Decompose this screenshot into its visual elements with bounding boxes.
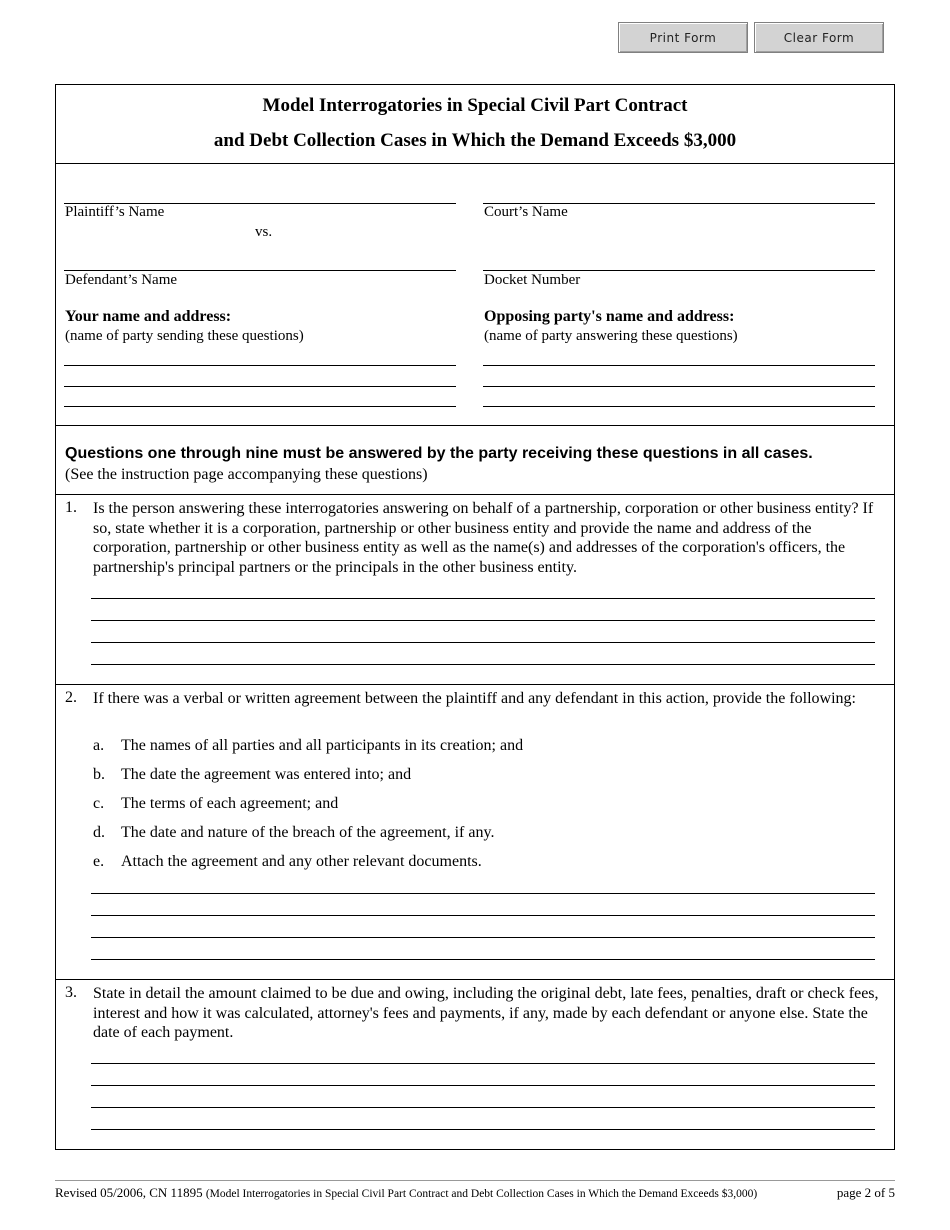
- question-3-answer-line-1[interactable]: [91, 1063, 875, 1064]
- footer-left: [55, 1185, 757, 1201]
- footer-document-title: (Model Interrogatories in Special Civil Part Contract and Debt Collection Cases in Which the Demand Exceeds $3,000): [205, 1188, 758, 1200]
- question-1-answer-line-3[interactable]: [91, 642, 875, 643]
- question-3-number: 3.: [65, 984, 77, 1001]
- versus-label: vs.: [255, 224, 273, 240]
- your-address-line-1[interactable]: [64, 365, 456, 366]
- question-3-answer-line-2[interactable]: [91, 1085, 875, 1086]
- opposing-address-line-3[interactable]: [483, 406, 875, 407]
- question-2-answer-line-1[interactable]: [91, 893, 875, 894]
- instructions-heading: Questions one through nine must be answered by the party receiving these questions in all cases.: [65, 445, 813, 462]
- title-divider: [56, 163, 894, 164]
- footer-revision: Revised 05/2006, CN 11895: [55, 1185, 203, 1200]
- clear-form-button[interactable]: Clear Form: [754, 22, 884, 53]
- question-2-text: If there was a verbal or written agreement between the plaintiff and any defendant in this action, provide the following:: [93, 690, 856, 707]
- instructions-subtext: (See the instruction page accompanying these questions): [65, 466, 428, 483]
- question-2-item-b-text: The date the agreement was entered into; and: [121, 766, 412, 783]
- question-2-answer-line-2[interactable]: [91, 915, 875, 916]
- question-3-answer-line-3[interactable]: [91, 1107, 875, 1108]
- print-form-button[interactable]: Print Form: [618, 22, 748, 53]
- page-footer: [55, 1180, 895, 1200]
- docket-number-line[interactable]: [483, 270, 875, 271]
- question-2-item-b-letter: b.: [93, 766, 105, 783]
- opposing-party-heading: Opposing party's name and address:: [484, 308, 735, 325]
- question-2-item-d-letter: d.: [93, 824, 105, 841]
- defendant-name-label: Defendant’s Name: [65, 272, 178, 288]
- defendant-name-line[interactable]: [64, 270, 456, 271]
- form-frame: [55, 84, 895, 1150]
- question-2-item-c-letter: c.: [93, 795, 105, 812]
- question-2-item-e-text: Attach the agreement and any other relevant documents.: [121, 853, 482, 870]
- footer-page-number: page 2 of 5: [836, 1185, 895, 1200]
- question-3-answer-line-4[interactable]: [91, 1129, 875, 1130]
- question-1-divider: [56, 684, 894, 685]
- question-2-answer-line-3[interactable]: [91, 937, 875, 938]
- question-2-item-a-letter: a.: [93, 737, 105, 754]
- question-3-text: State in detail the amount claimed to be due and owing, including the original debt, late fees, penalties, draft or check fees, interest and how it was calculated, attorney's fees and payments, if any, made by each defendant or anyone else. State the date of each payment.: [93, 985, 879, 1042]
- court-name-label: Court’s Name: [484, 204, 568, 220]
- question-2-answer-line-4[interactable]: [91, 959, 875, 960]
- question-2-item-a-text: The names of all parties and all participants in its creation; and: [121, 737, 524, 754]
- opposing-address-line-2[interactable]: [483, 386, 875, 387]
- your-address-line-2[interactable]: [64, 386, 456, 387]
- caption-divider: [56, 425, 894, 426]
- question-2-item-c-text: The terms of each agreement; and: [121, 795, 339, 812]
- docket-number-label: Docket Number: [484, 272, 581, 288]
- question-2-divider: [56, 979, 894, 980]
- instructions-divider: [56, 494, 894, 495]
- your-name-subtext: (name of party sending these questions): [65, 328, 304, 344]
- question-1-answer-line-2[interactable]: [91, 620, 875, 621]
- your-address-line-3[interactable]: [64, 406, 456, 407]
- question-1-number: 1.: [65, 499, 77, 516]
- question-2-item-d-text: The date and nature of the breach of the agreement, if any.: [121, 824, 495, 841]
- question-2-number: 2.: [65, 689, 77, 706]
- question-2-item-e-letter: e.: [93, 853, 105, 870]
- question-1-answer-line-4[interactable]: [91, 664, 875, 665]
- question-1-answer-line-1[interactable]: [91, 598, 875, 599]
- your-name-heading: Your name and address:: [65, 308, 232, 325]
- opposing-address-line-1[interactable]: [483, 365, 875, 366]
- plaintiff-name-label: Plaintiff’s Name: [65, 204, 165, 220]
- form-title-line-2: and Debt Collection Cases in Which the Demand Exceeds $3,000: [213, 130, 737, 151]
- form-title-line-1: Model Interrogatories in Special Civil Part Contract: [262, 95, 688, 116]
- opposing-party-subtext: (name of party answering these questions): [484, 328, 738, 344]
- question-1-text: Is the person answering these interrogatories answering on behalf of a partnership, corporation or other business entity? If so, state whether it is a corporation, partnership or other business entity and provide the name and address of the corporation, partnership or other business entity as well as the name(s) and addresses of the corporation's officers, the partnership's principal partners or the principals in the other business entity.: [93, 500, 874, 576]
